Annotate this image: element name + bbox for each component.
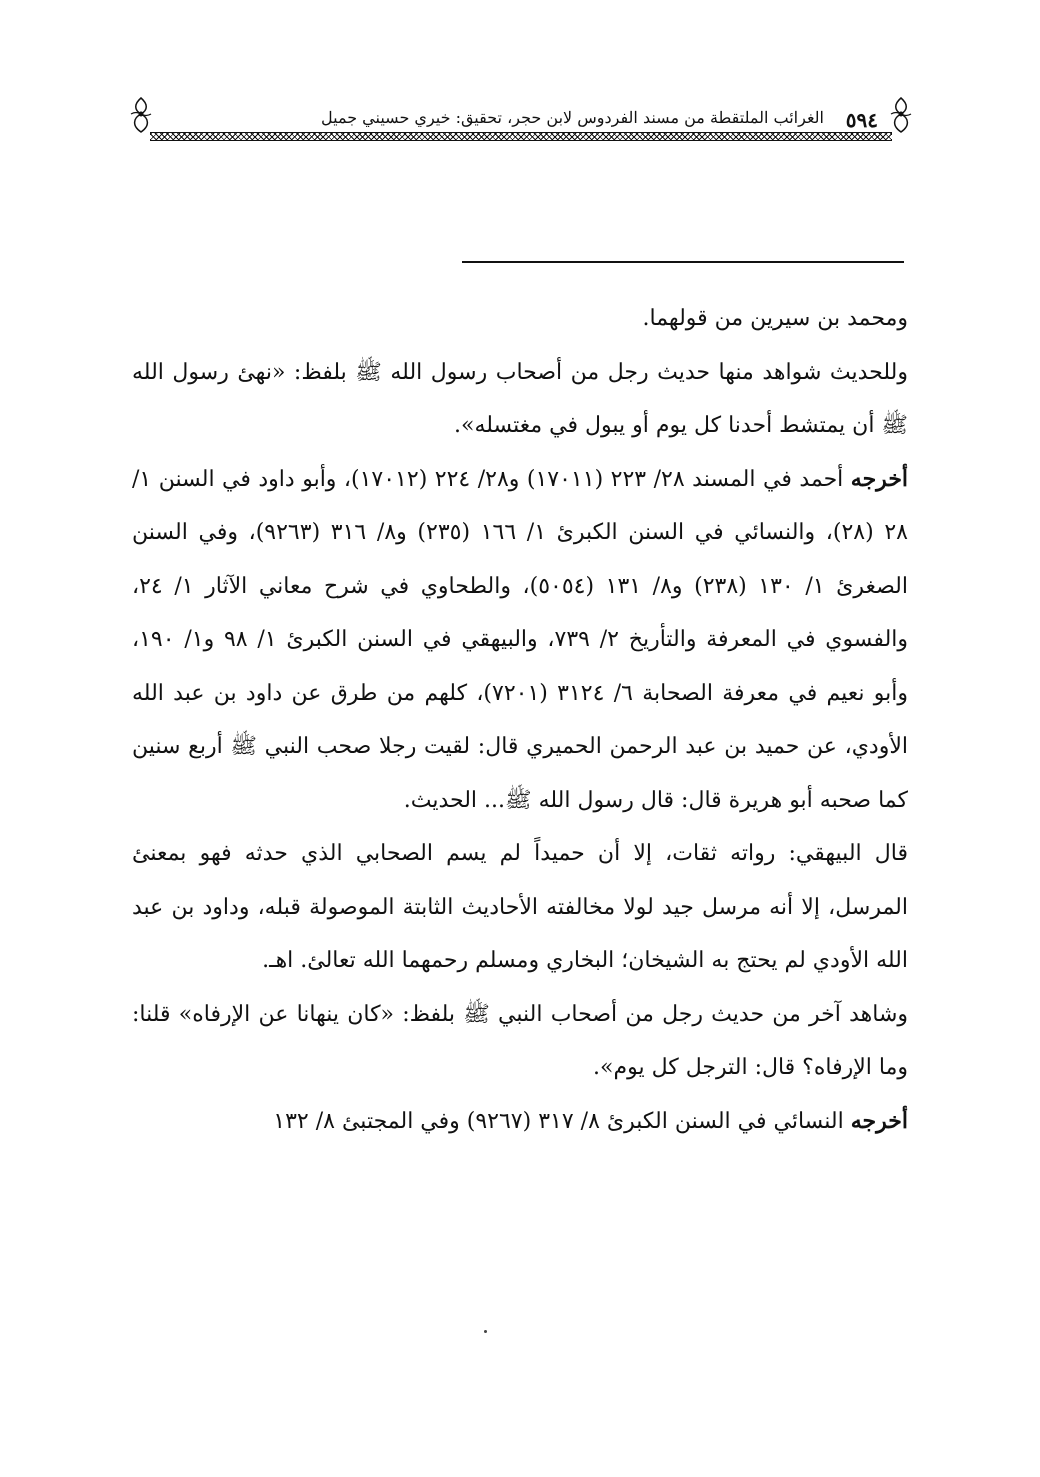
page-number: ٥٩٤ bbox=[845, 108, 878, 132]
paragraph bbox=[132, 1095, 908, 1149]
paragraph-text: ومحمد بن سيرين من قولهما. bbox=[642, 306, 908, 331]
paragraph bbox=[132, 988, 908, 1095]
paragraph bbox=[132, 827, 908, 988]
paragraph bbox=[132, 292, 908, 346]
floral-ornament-icon bbox=[888, 96, 914, 134]
footnote-body bbox=[132, 292, 908, 1148]
floral-ornament-icon bbox=[128, 96, 154, 134]
paragraph-text: أحمد في المسند ٢٨/ ٢٢٣ (١٧٠١١) و٢٨/ ٢٢٤ (١٧٠١٢)، وأبو داود في السنن ١/ ٢٨ (٢٨)، والنسائي في السنن الكبرئ ١/ ١٦٦ (٢٣٥) و٨/ ٣١٦ (٩٢٦٣)، وفي السنن الصغرئ ١/ ١٣٠ (٢٣٨) و٨/ ١٣١ (٥٠٥٤)، والطحاوي في شرح معاني الآثار ١/ ٢٤، والفسوي في المعرفة والتأريخ ٢/ ٧٣٩، والبيهقي في السنن الكبرئ ١/ ٩٨ و١/ ١٩٠، وأبو نعيم في معرفة الصحابة ٦/ ٣١٢٤ (٧٢٠١)، كلهم من طرق عن داود بن عبد الله الأودي، عن حميد بن عبد الرحمن الحميري قال: لقيت رجلا صحب النبي ﷺ أربع سنين كما صحبه أبو هريرة قال: قال رسول الله ﷺ... الحديث. bbox=[132, 466, 909, 813]
paragraph-text: وشاهد آخر من حديث رجل من أصحاب النبي ﷺ بلفظ: «كان ينهانا عن الإرفاه» قلنا: وما الإرفاه؟ قال: الترجل كل يوم». bbox=[132, 1001, 908, 1080]
paragraph bbox=[132, 453, 908, 828]
paragraph-text: النسائي في السنن الكبرئ ٨/ ٣١٧ (٩٢٦٧) وفي المجتبئ ٨/ ١٣٢ bbox=[273, 1108, 851, 1134]
paragraph-lead: أخرجه bbox=[850, 1107, 908, 1134]
paragraph-lead: أخرجه bbox=[850, 465, 909, 492]
header-decorative-band bbox=[150, 132, 892, 141]
paragraph bbox=[132, 346, 908, 453]
page-header bbox=[128, 96, 914, 140]
paragraph-text: وللحديث شواهد منها حديث رجل من أصحاب رسول الله ﷺ بلفظ: «نهئ رسول الله ﷺ أن يمتشط أحدنا كل يوم أو يبول في مغتسله». bbox=[132, 359, 908, 438]
stray-dot-mark bbox=[484, 1330, 487, 1333]
paragraph-text: قال البيهقي: رواته ثقات، إلا أن حميداً لم يسم الصحابي الذي حدثه فهو بمعنئ المرسل، إلا أنه مرسل جيد لولا مخالفته الأحاديث الثابتة الموصولة قبله، وداود بن عبد الله الأودي لم يحتج به الشيخان؛ البخاري ومسلم رحمهما الله تعالئ. اهـ. bbox=[132, 841, 908, 973]
running-title: الغرائب الملتقطة من مسند الفردوس لابن حجر، تحقيق: خيري حسيني جميل bbox=[321, 108, 824, 127]
footnote-separator-rule bbox=[462, 261, 904, 263]
